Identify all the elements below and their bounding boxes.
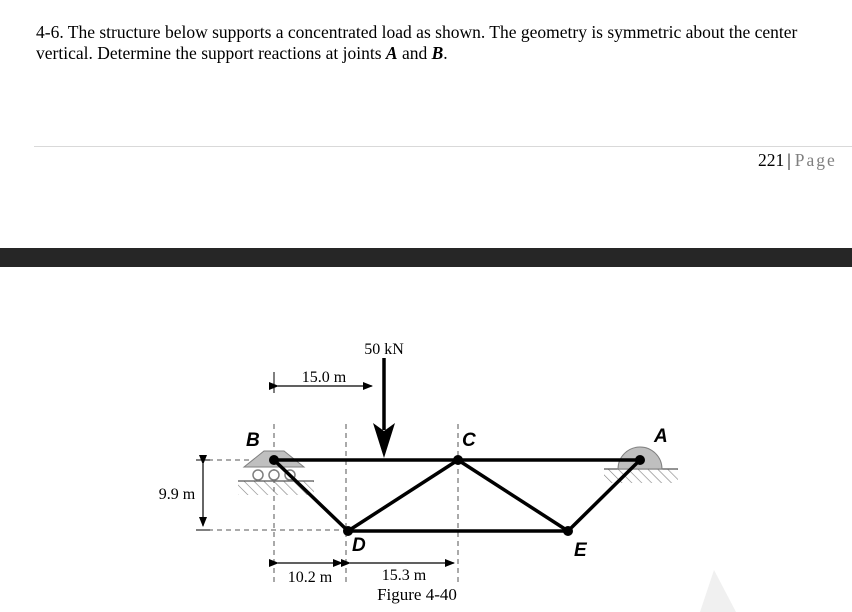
- member-ce: [458, 460, 568, 531]
- problem-number: 4-6.: [36, 22, 64, 42]
- truss-joints: [269, 455, 645, 536]
- joint-label-b: B: [246, 430, 260, 451]
- load-label: 50 kN: [364, 341, 404, 358]
- member-bd: [274, 460, 348, 531]
- joint-a-ref: A: [385, 43, 398, 63]
- joint-label-d: D: [352, 535, 366, 556]
- page-number: 221: [758, 150, 785, 170]
- ground-a: [604, 469, 678, 483]
- dim-height: [196, 460, 210, 530]
- watermark-stroke: [700, 570, 736, 612]
- joint-label-a: A: [654, 426, 668, 447]
- dim-bottom-right-label: 15.3 m: [381, 567, 427, 584]
- joint-label-e: E: [574, 540, 587, 561]
- joint-a: [635, 455, 645, 465]
- figure-caption: Figure 4-40: [377, 585, 457, 604]
- joint-label-c: C: [462, 430, 476, 451]
- page-footer: [758, 150, 837, 171]
- truss-members: [274, 460, 640, 531]
- problem-statement: [36, 22, 826, 64]
- dim-top-width-label: 15.0 m: [301, 369, 347, 386]
- joint-c: [453, 455, 463, 465]
- page-separator: |: [787, 150, 791, 170]
- page-label: Page: [794, 150, 837, 170]
- footer-divider: [34, 146, 852, 147]
- page-break-band: [0, 248, 852, 267]
- joint-e: [563, 526, 573, 536]
- period: .: [443, 43, 448, 63]
- truss-figure: [0, 267, 852, 612]
- member-dc: [348, 460, 458, 531]
- dim-bottom-left-label: 10.2 m: [287, 569, 333, 586]
- and-word: and: [401, 43, 428, 63]
- joint-b-ref: B: [431, 43, 444, 63]
- load-arrow: [373, 358, 395, 458]
- dim-height-label: 9.9 m: [158, 486, 196, 503]
- joint-b: [269, 455, 279, 465]
- problem-text: The structure below supports a concentrated load as shown. The geometry is symmetric about the center vertical. Determine the support reactions at joints: [36, 22, 798, 63]
